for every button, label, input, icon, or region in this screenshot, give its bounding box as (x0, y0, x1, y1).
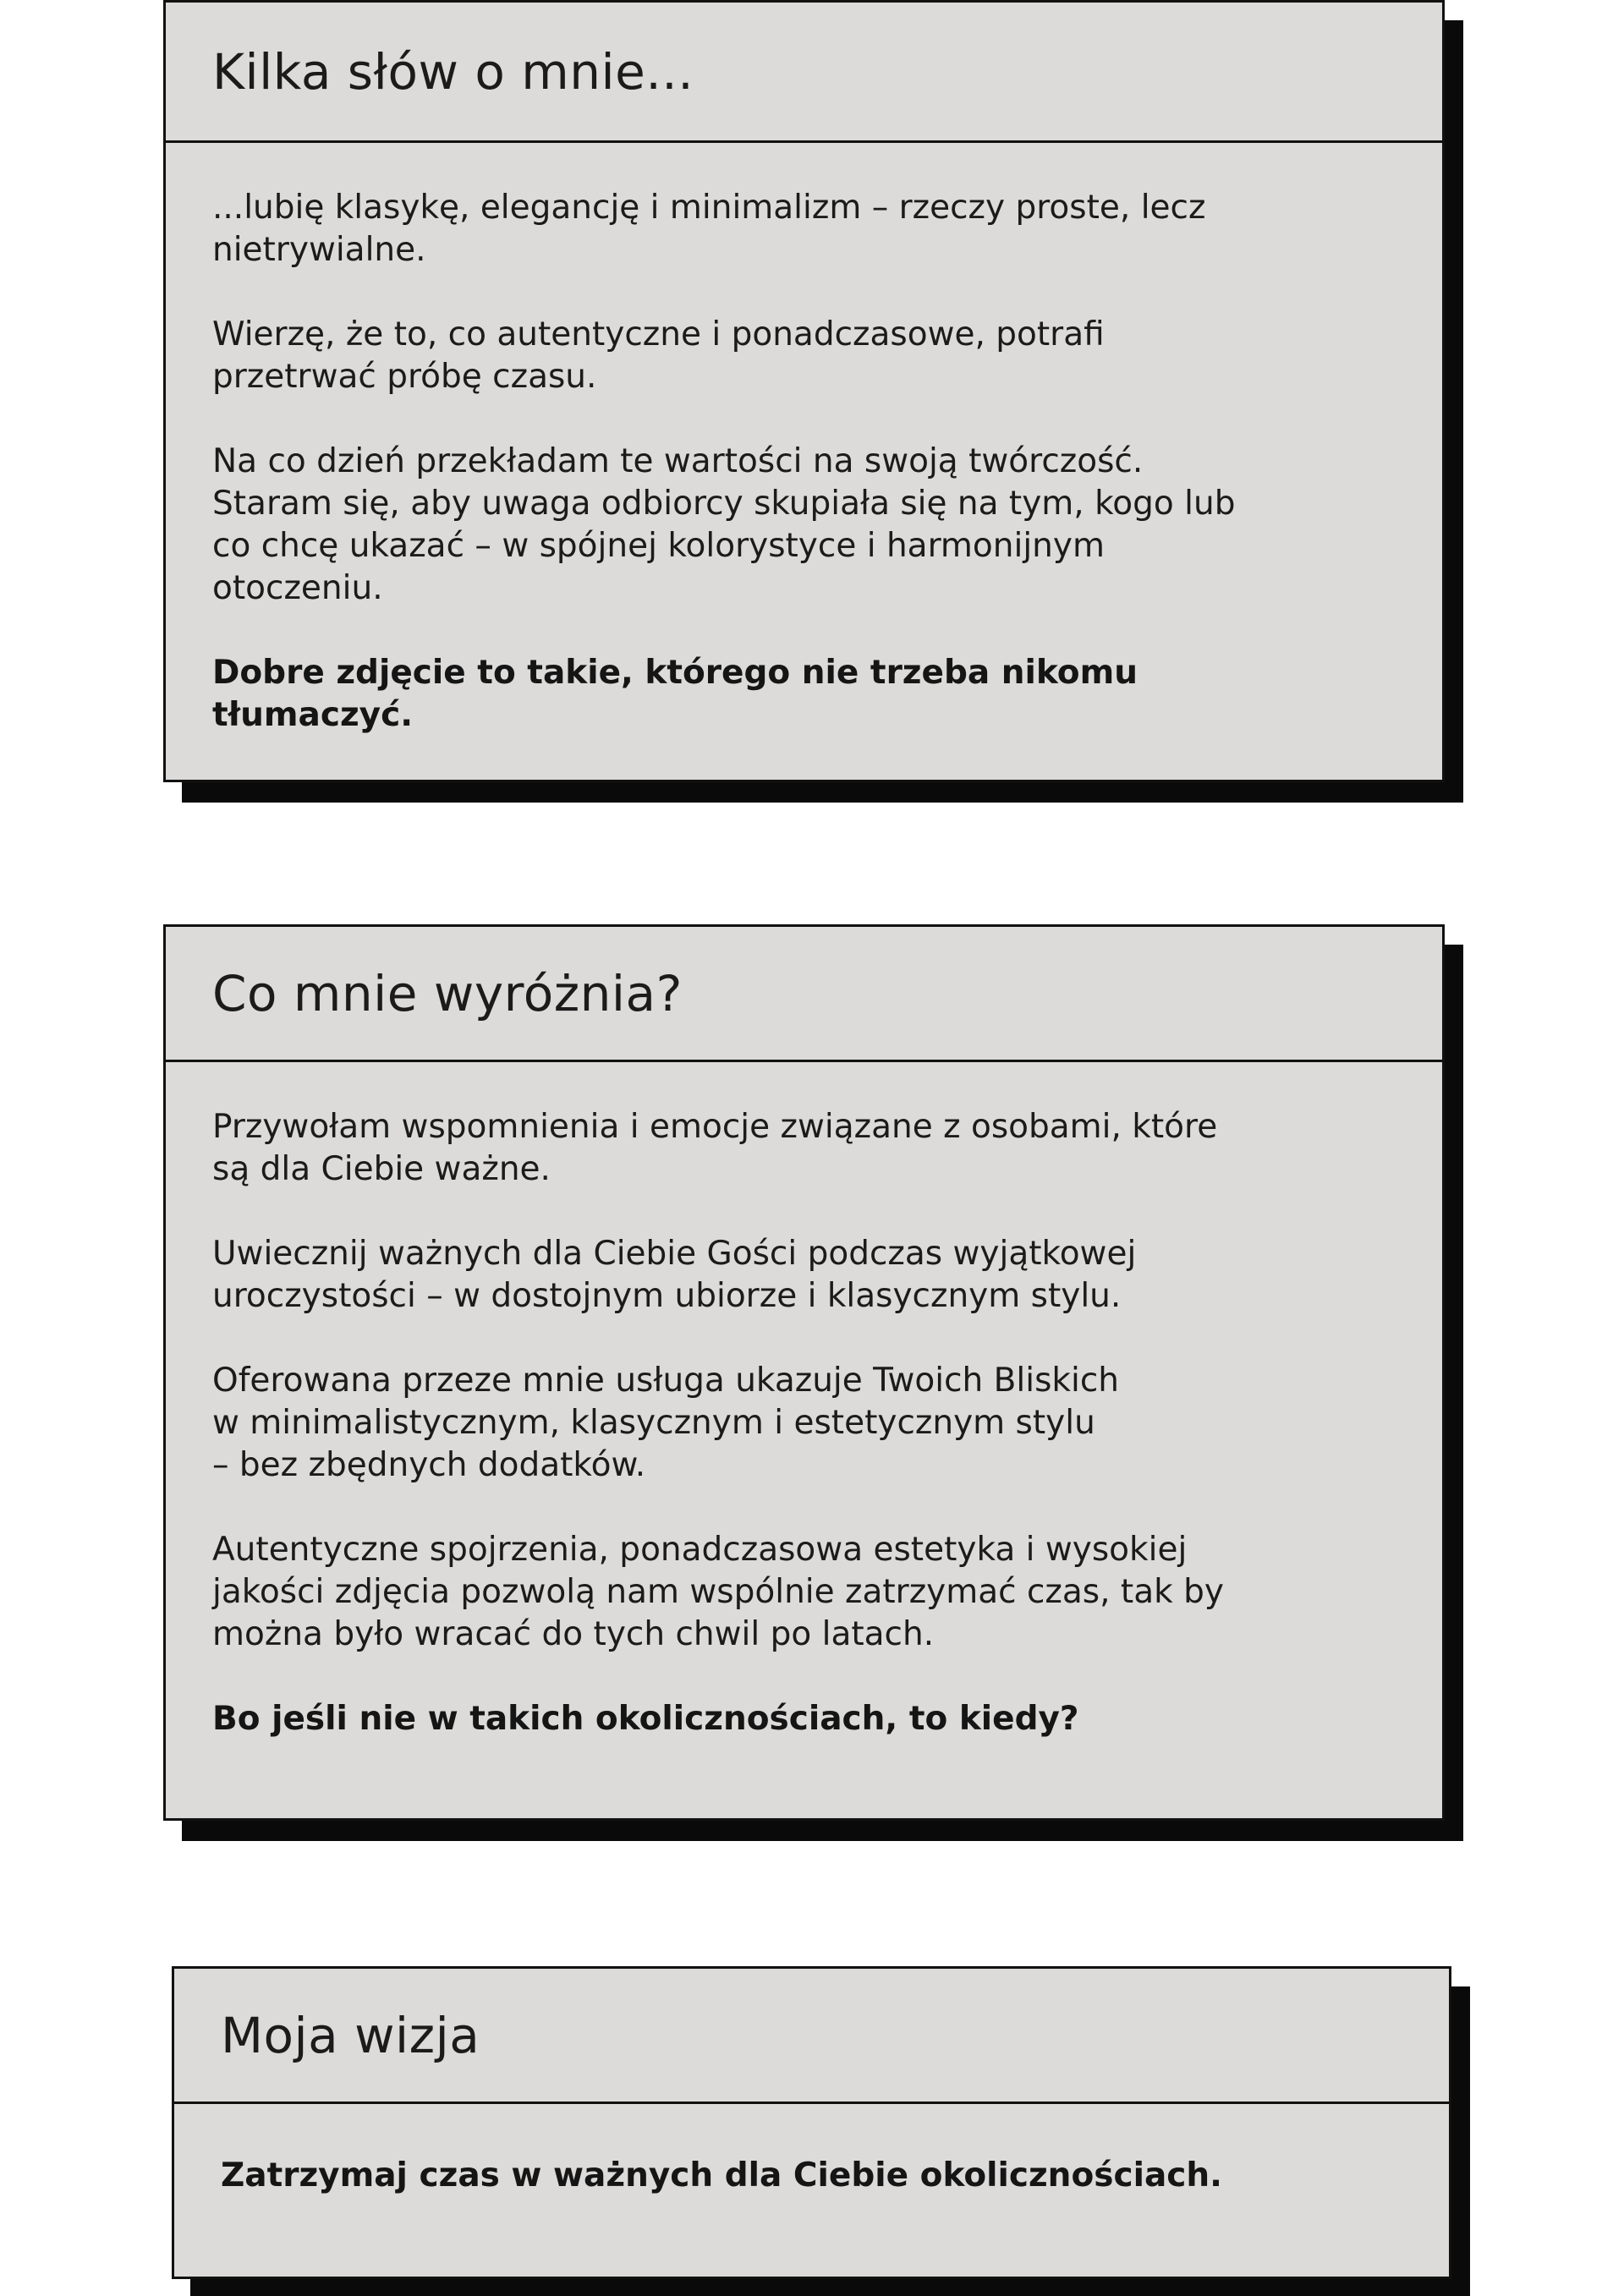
what-distinguishes-me-card (163, 924, 1445, 1821)
what-distinguishes-me-body (166, 1062, 1442, 1740)
about-me-paragraph: ...lubię klasykę, elegancję i minimalizm – rzeczy proste, lecz nietrywialne. (212, 189, 1206, 269)
about-me-paragraph: Na co dzień przekładam te wartości na swoją twórczość. Staram się, aby uwaga odbiorcy skupiała się na tym, kogo lub co chcę ukazać – w spójnej kolorystyce i harmonijnym otoczeniu. (212, 442, 1236, 607)
about-me-highlight: Dobre zdjęcie to takie, którego nie trzeba nikomu tłumaczyć. (212, 654, 1138, 734)
what-distinguishes-me-title: Co mnie wyróżnia? (212, 964, 683, 1022)
my-vision-title: Moja wizja (221, 2006, 480, 2064)
what-distinguishes-me-paragraph: Uwiecznij ważnych dla Ciebie Gości podczas wyjątkowej uroczystości – w dostojnym ubiorze i klasycznym stylu. (212, 1235, 1137, 1315)
what-distinguishes-me-header (166, 927, 1442, 1062)
my-vision-header (174, 1969, 1449, 2104)
what-distinguishes-me-highlight: Bo jeśli nie w takich okolicznościach, to kiedy? (212, 1700, 1079, 1738)
what-distinguishes-me-paragraph: Oferowana przeze mnie usługa ukazuje Twoich Bliskich w minimalistycznym, klasycznym i estetycznym stylu – bez zbędnych dodatków. (212, 1362, 1119, 1484)
what-distinguishes-me-paragraph: Autentyczne spojrzenia, ponadczasowa estetyka i wysokiej jakości zdjęcia pozwolą nam wspólnie zatrzymać czas, tak by można było wracać do tych chwil po latach. (212, 1531, 1224, 1653)
about-me-card (163, 0, 1445, 782)
my-vision-card (172, 1966, 1451, 2279)
about-me-header (166, 3, 1442, 143)
my-vision-body (174, 2104, 1449, 2197)
about-me-paragraph: Wierzę, że to, co autentyczne i ponadczasowe, potrafi przetrwać próbę czasu. (212, 315, 1105, 396)
about-me-body (166, 143, 1442, 737)
what-distinguishes-me-paragraph: Przywołam wspomnienia i emocje związane z osobami, które są dla Ciebie ważne. (212, 1108, 1218, 1188)
my-vision-highlight: Zatrzymaj czas w ważnych dla Ciebie okolicznościach. (221, 2156, 1222, 2195)
about-me-title: Kilka słów o mnie... (212, 42, 694, 101)
